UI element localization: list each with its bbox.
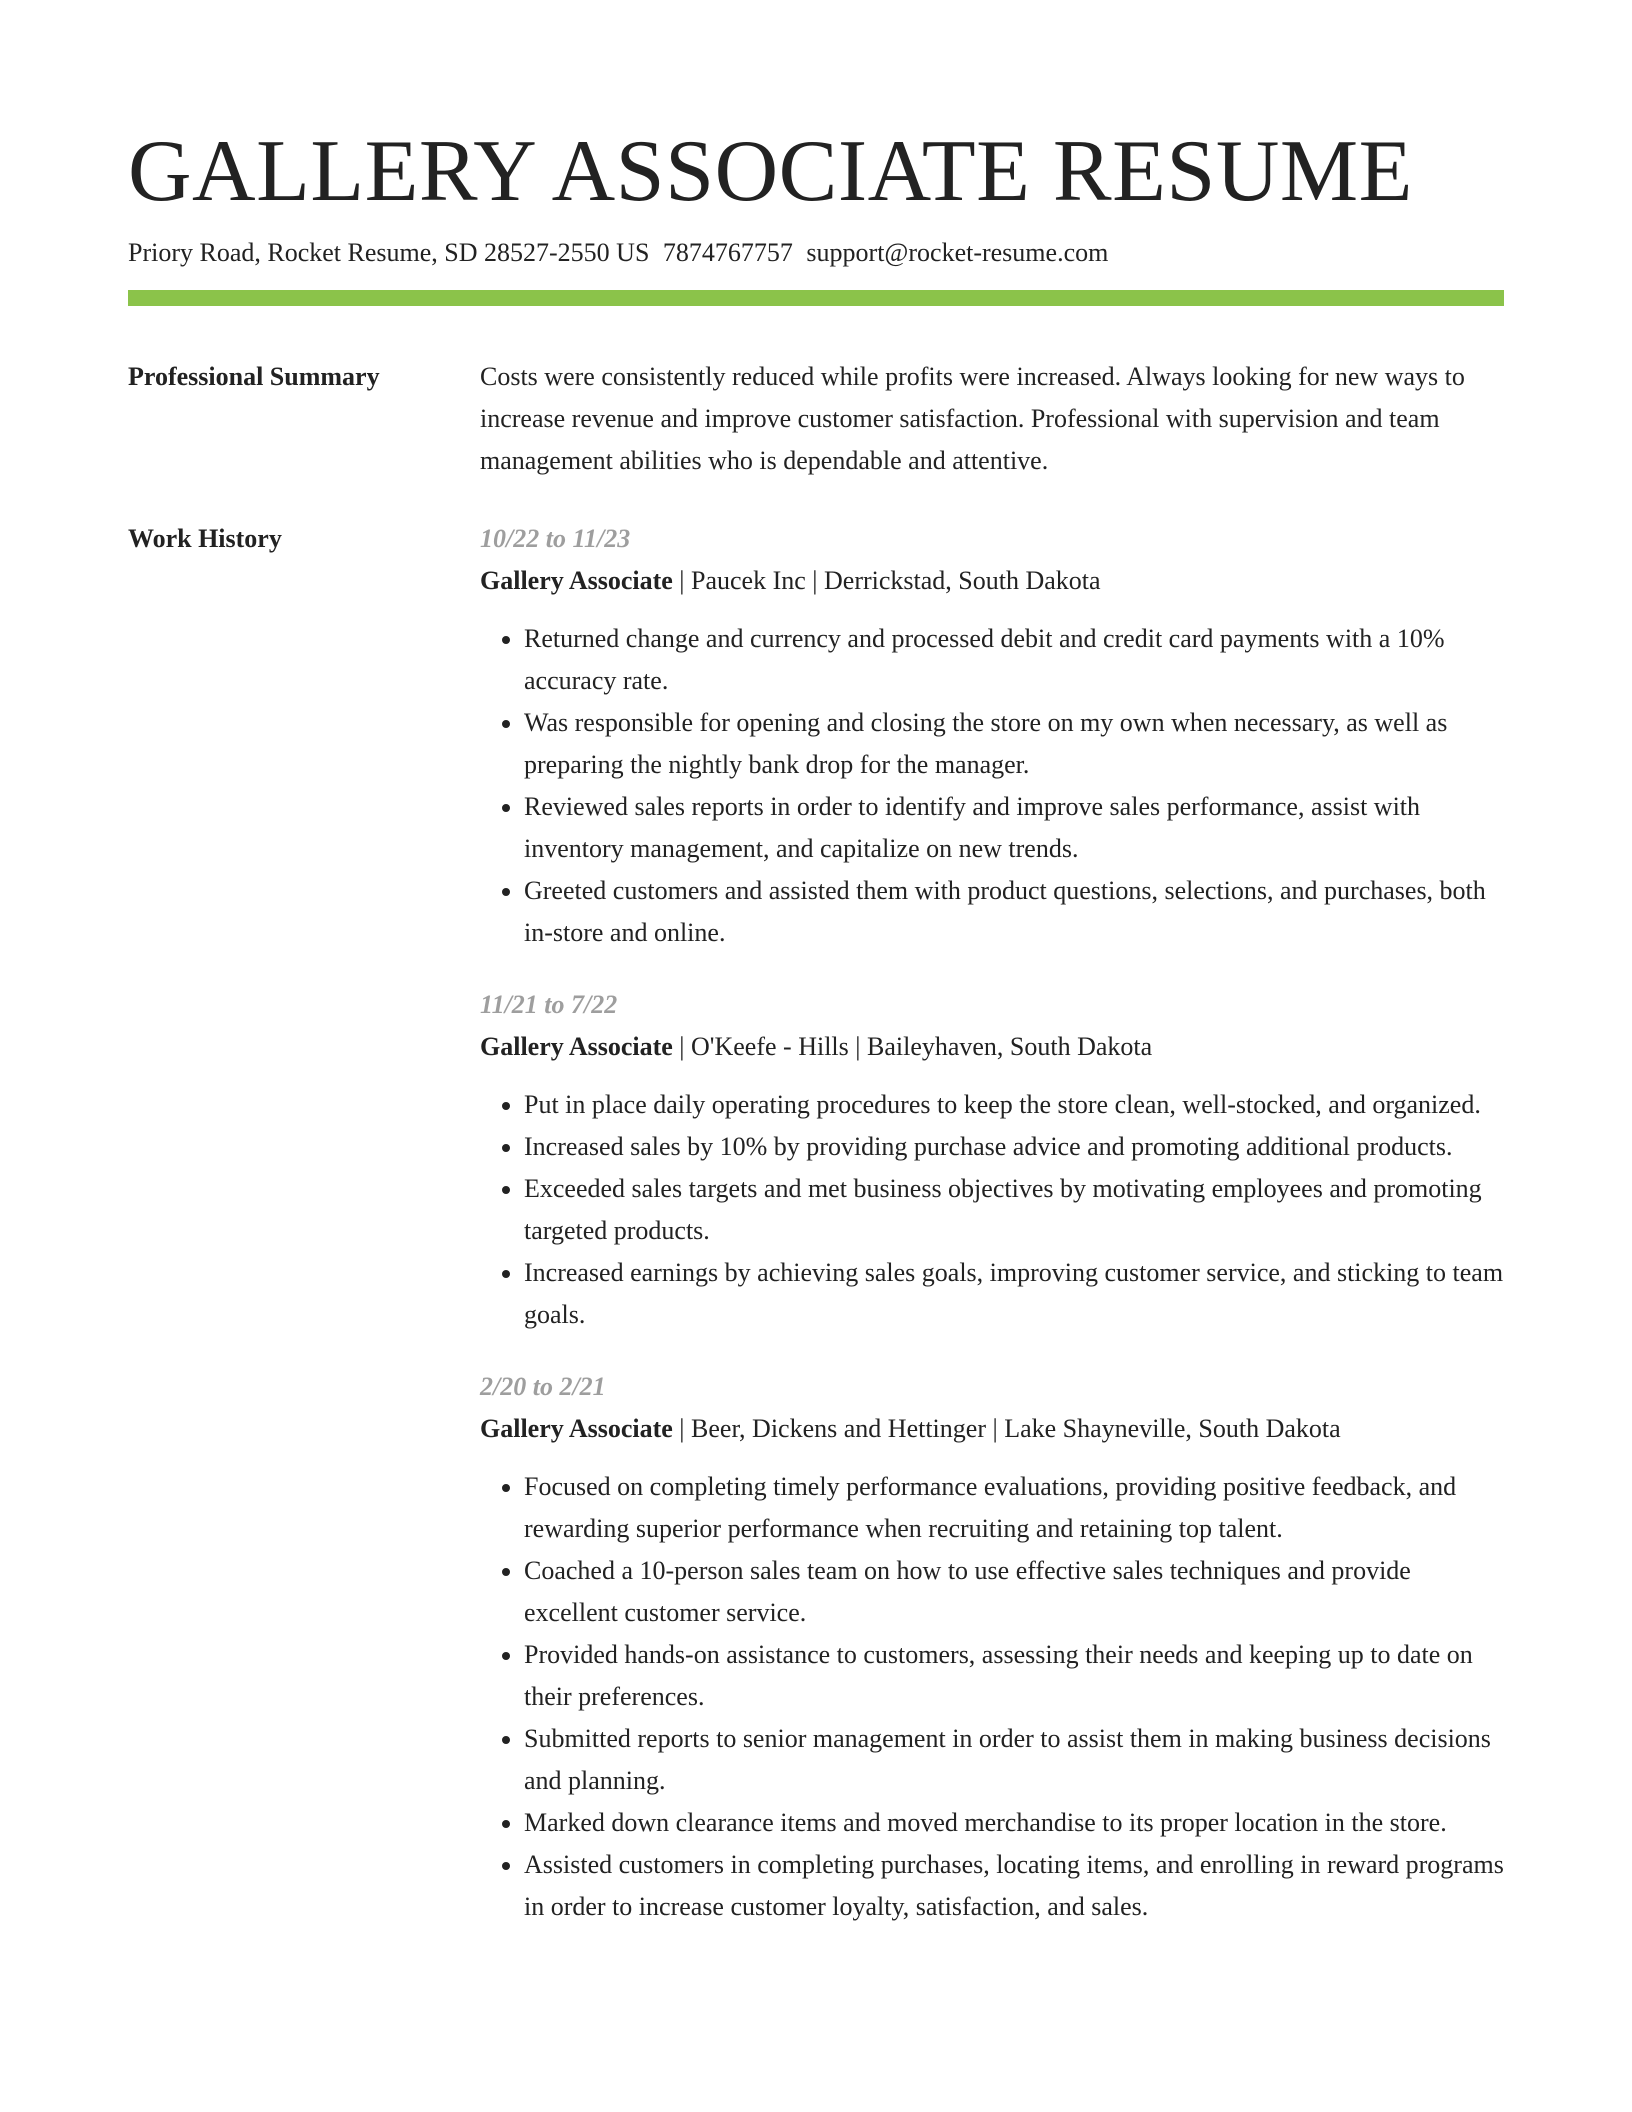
professional-summary-section xyxy=(128,356,1504,482)
job-bullet: • Returned change and currency and processed debit and credit card payments with a 10% accuracy rate. xyxy=(524,618,1504,702)
job-separator: | xyxy=(679,1414,685,1443)
work-history-section xyxy=(128,518,1504,1958)
job-bullet: • Submitted reports to senior management in order to assist them in making business decisions and planning. xyxy=(524,1718,1504,1802)
contact-email: support@rocket-resume.com xyxy=(806,238,1109,267)
job-bullets xyxy=(480,1084,1504,1336)
job-bullet: • Provided hands-on assistance to customers, assessing their needs and keeping up to date on their preferences. xyxy=(524,1634,1504,1718)
job-location: Lake Shayneville, South Dakota xyxy=(1004,1414,1341,1443)
job-entry xyxy=(480,518,1504,954)
job-heading xyxy=(480,560,1504,602)
job-bullet: • Greeted customers and assisted them with product questions, selections, and purchases, both in-store and online. xyxy=(524,870,1504,954)
job-dates: 2/20 to 2/21 xyxy=(480,1372,606,1401)
job-bullet: • Was responsible for opening and closing the store on my own when necessary, as well as preparing the nightly bank drop for the manager. xyxy=(524,702,1504,786)
job-separator: | xyxy=(855,1032,861,1061)
job-separator: | xyxy=(812,566,818,595)
job-bullet: • Focused on completing timely performance evaluations, providing positive feedback, and rewarding superior performance when recruiting and retaining top talent. xyxy=(524,1466,1504,1550)
section-label-summary: Professional Summary xyxy=(128,362,380,391)
job-bullet: • Exceeded sales targets and met business objectives by motivating employees and promoting targeted products. xyxy=(524,1168,1504,1252)
job-bullet: • Reviewed sales reports in order to identify and improve sales performance, assist with inventory management, and capitalize on new trends. xyxy=(524,786,1504,870)
job-location: Derrickstad, South Dakota xyxy=(824,566,1101,595)
job-title: Gallery Associate xyxy=(480,1414,673,1443)
work-history-list xyxy=(480,518,1504,1958)
summary-text: Costs were consistently reduced while profits were increased. Always looking for new ways to increase revenue and improve customer satisfaction. Professional with supervision and team management abilities who is dependable and attentive. xyxy=(480,362,1465,475)
job-bullets xyxy=(480,618,1504,954)
job-heading xyxy=(480,1026,1504,1068)
section-label-work-history: Work History xyxy=(128,524,282,553)
job-title: Gallery Associate xyxy=(480,566,673,595)
contact-line xyxy=(128,236,1504,270)
job-bullet: • Put in place daily operating procedures to keep the store clean, well-stocked, and organized. xyxy=(524,1084,1504,1126)
job-dates: 10/22 to 11/23 xyxy=(480,524,631,553)
contact-phone: 7874767757 xyxy=(662,238,793,267)
job-title: Gallery Associate xyxy=(480,1032,673,1061)
job-bullets xyxy=(480,1466,1504,1928)
job-company: O'Keefe - Hills xyxy=(691,1032,849,1061)
job-company: Paucek Inc xyxy=(691,566,806,595)
job-location: Baileyhaven, South Dakota xyxy=(866,1032,1153,1061)
job-separator: | xyxy=(679,566,685,595)
job-separator: | xyxy=(992,1414,998,1443)
contact-address: Priory Road, Rocket Resume, SD 28527-2550 US xyxy=(128,238,650,267)
job-bullet: • Coached a 10-person sales team on how to use effective sales techniques and provide excellent customer service. xyxy=(524,1550,1504,1634)
job-dates: 11/21 to 7/22 xyxy=(480,990,618,1019)
job-entry xyxy=(480,1366,1504,1928)
job-bullet: • Marked down clearance items and moved merchandise to its proper location in the store. xyxy=(524,1802,1504,1844)
job-company: Beer, Dickens and Hettinger xyxy=(691,1414,986,1443)
job-bullet: • Assisted customers in completing purchases, locating items, and enrolling in reward programs in order to increase customer loyalty, satisfaction, and sales. xyxy=(524,1844,1504,1928)
resume-title: GALLERY ASSOCIATE RESUME xyxy=(128,123,1413,220)
job-bullet: • Increased earnings by achieving sales goals, improving customer service, and sticking to team goals. xyxy=(524,1252,1504,1336)
accent-divider xyxy=(128,290,1504,306)
job-separator: | xyxy=(679,1032,685,1061)
job-entry xyxy=(480,984,1504,1336)
job-bullet: • Increased sales by 10% by providing purchase advice and promoting additional products. xyxy=(524,1126,1504,1168)
job-heading xyxy=(480,1408,1504,1450)
